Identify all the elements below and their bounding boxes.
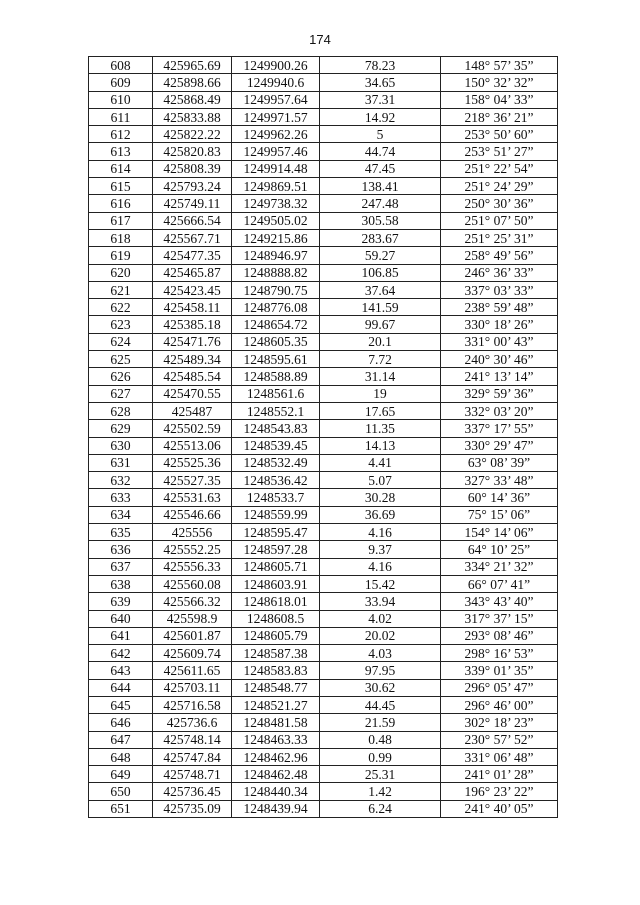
bearing-cell: 64° 10’ 25” bbox=[441, 541, 558, 558]
bearing-cell: 240° 30’ 46” bbox=[441, 351, 558, 368]
distance-cell: 97.95 bbox=[320, 662, 441, 679]
y-coordinate-cell: 1248481.58 bbox=[232, 714, 320, 731]
x-coordinate-cell: 425556.33 bbox=[153, 558, 232, 575]
distance-cell: 44.74 bbox=[320, 143, 441, 160]
distance-cell: 4.03 bbox=[320, 645, 441, 662]
y-coordinate-cell: 1249738.32 bbox=[232, 195, 320, 212]
distance-cell: 44.45 bbox=[320, 696, 441, 713]
x-coordinate-cell: 425736.45 bbox=[153, 783, 232, 800]
table-row bbox=[89, 575, 558, 592]
distance-cell: 30.62 bbox=[320, 679, 441, 696]
y-coordinate-cell: 1248888.82 bbox=[232, 264, 320, 281]
x-coordinate-cell: 425748.71 bbox=[153, 766, 232, 783]
bearing-cell: 302° 18’ 23” bbox=[441, 714, 558, 731]
bearing-cell: 339° 01’ 35” bbox=[441, 662, 558, 679]
x-coordinate-cell: 425458.11 bbox=[153, 299, 232, 316]
table-row bbox=[89, 558, 558, 575]
bearing-cell: 330° 29’ 47” bbox=[441, 437, 558, 454]
bearing-cell: 317° 37’ 15” bbox=[441, 610, 558, 627]
table-row bbox=[89, 333, 558, 350]
point-number-cell: 621 bbox=[89, 281, 153, 298]
point-number-cell: 613 bbox=[89, 143, 153, 160]
distance-cell: 34.65 bbox=[320, 74, 441, 91]
distance-cell: 247.48 bbox=[320, 195, 441, 212]
y-coordinate-cell: 1248588.89 bbox=[232, 368, 320, 385]
table-row bbox=[89, 766, 558, 783]
bearing-cell: 253° 51’ 27” bbox=[441, 143, 558, 160]
bearing-cell: 241° 40’ 05” bbox=[441, 800, 558, 817]
point-number-cell: 650 bbox=[89, 783, 153, 800]
distance-cell: 36.69 bbox=[320, 506, 441, 523]
x-coordinate-cell: 425598.9 bbox=[153, 610, 232, 627]
x-coordinate-cell: 425748.14 bbox=[153, 731, 232, 748]
table-row bbox=[89, 368, 558, 385]
x-coordinate-cell: 425485.54 bbox=[153, 368, 232, 385]
bearing-cell: 251° 24’ 29” bbox=[441, 178, 558, 195]
y-coordinate-cell: 1248618.01 bbox=[232, 593, 320, 610]
distance-cell: 15.42 bbox=[320, 575, 441, 592]
bearing-cell: 230° 57’ 52” bbox=[441, 731, 558, 748]
point-number-cell: 610 bbox=[89, 91, 153, 108]
y-coordinate-cell: 1248561.6 bbox=[232, 385, 320, 402]
point-number-cell: 623 bbox=[89, 316, 153, 333]
distance-cell: 305.58 bbox=[320, 212, 441, 229]
distance-cell: 14.13 bbox=[320, 437, 441, 454]
x-coordinate-cell: 425820.83 bbox=[153, 143, 232, 160]
x-coordinate-cell: 425513.06 bbox=[153, 437, 232, 454]
table-row bbox=[89, 696, 558, 713]
table-row bbox=[89, 679, 558, 696]
distance-cell: 47.45 bbox=[320, 160, 441, 177]
bearing-cell: 250° 30’ 36” bbox=[441, 195, 558, 212]
distance-cell: 4.02 bbox=[320, 610, 441, 627]
distance-cell: 4.16 bbox=[320, 558, 441, 575]
bearing-cell: 337° 03’ 33” bbox=[441, 281, 558, 298]
point-number-cell: 627 bbox=[89, 385, 153, 402]
point-number-cell: 633 bbox=[89, 489, 153, 506]
y-coordinate-cell: 1248597.28 bbox=[232, 541, 320, 558]
table-row bbox=[89, 593, 558, 610]
y-coordinate-cell: 1248587.38 bbox=[232, 645, 320, 662]
point-number-cell: 619 bbox=[89, 247, 153, 264]
distance-cell: 20.02 bbox=[320, 627, 441, 644]
x-coordinate-cell: 425735.09 bbox=[153, 800, 232, 817]
x-coordinate-cell: 425747.84 bbox=[153, 748, 232, 765]
point-number-cell: 635 bbox=[89, 524, 153, 541]
x-coordinate-cell: 425965.69 bbox=[153, 57, 232, 74]
bearing-cell: 296° 46’ 00” bbox=[441, 696, 558, 713]
distance-cell: 99.67 bbox=[320, 316, 441, 333]
table-row bbox=[89, 108, 558, 125]
bearing-cell: 343° 43’ 40” bbox=[441, 593, 558, 610]
point-number-cell: 639 bbox=[89, 593, 153, 610]
bearing-cell: 251° 07’ 50” bbox=[441, 212, 558, 229]
point-number-cell: 631 bbox=[89, 454, 153, 471]
x-coordinate-cell: 425423.45 bbox=[153, 281, 232, 298]
y-coordinate-cell: 1249215.86 bbox=[232, 229, 320, 246]
point-number-cell: 643 bbox=[89, 662, 153, 679]
x-coordinate-cell: 425609.74 bbox=[153, 645, 232, 662]
bearing-cell: 327° 33’ 48” bbox=[441, 472, 558, 489]
table-row bbox=[89, 57, 558, 74]
x-coordinate-cell: 425487 bbox=[153, 402, 232, 419]
table-row bbox=[89, 316, 558, 333]
point-number-cell: 624 bbox=[89, 333, 153, 350]
table-row bbox=[89, 160, 558, 177]
distance-cell: 106.85 bbox=[320, 264, 441, 281]
y-coordinate-cell: 1248605.35 bbox=[232, 333, 320, 350]
distance-cell: 5.07 bbox=[320, 472, 441, 489]
y-coordinate-cell: 1248608.5 bbox=[232, 610, 320, 627]
point-number-cell: 609 bbox=[89, 74, 153, 91]
bearing-cell: 154° 14’ 06” bbox=[441, 524, 558, 541]
distance-cell: 11.35 bbox=[320, 420, 441, 437]
distance-cell: 1.42 bbox=[320, 783, 441, 800]
table-row bbox=[89, 524, 558, 541]
bearing-cell: 238° 59’ 48” bbox=[441, 299, 558, 316]
table-row bbox=[89, 385, 558, 402]
point-number-cell: 612 bbox=[89, 126, 153, 143]
table-row bbox=[89, 299, 558, 316]
x-coordinate-cell: 425477.35 bbox=[153, 247, 232, 264]
bearing-cell: 150° 32’ 32” bbox=[441, 74, 558, 91]
y-coordinate-cell: 1248595.47 bbox=[232, 524, 320, 541]
point-number-cell: 637 bbox=[89, 558, 153, 575]
table-row bbox=[89, 264, 558, 281]
table-row bbox=[89, 281, 558, 298]
x-coordinate-cell: 425808.39 bbox=[153, 160, 232, 177]
x-coordinate-cell: 425793.24 bbox=[153, 178, 232, 195]
point-number-cell: 618 bbox=[89, 229, 153, 246]
x-coordinate-cell: 425531.63 bbox=[153, 489, 232, 506]
bearing-cell: 75° 15’ 06” bbox=[441, 506, 558, 523]
point-number-cell: 625 bbox=[89, 351, 153, 368]
x-coordinate-cell: 425556 bbox=[153, 524, 232, 541]
table-row bbox=[89, 800, 558, 817]
y-coordinate-cell: 1248462.48 bbox=[232, 766, 320, 783]
distance-cell: 78.23 bbox=[320, 57, 441, 74]
distance-cell: 4.16 bbox=[320, 524, 441, 541]
table-row bbox=[89, 247, 558, 264]
bearing-cell: 63° 08’ 39” bbox=[441, 454, 558, 471]
distance-cell: 33.94 bbox=[320, 593, 441, 610]
y-coordinate-cell: 1248548.77 bbox=[232, 679, 320, 696]
y-coordinate-cell: 1248605.79 bbox=[232, 627, 320, 644]
distance-cell: 31.14 bbox=[320, 368, 441, 385]
x-coordinate-cell: 425716.58 bbox=[153, 696, 232, 713]
y-coordinate-cell: 1248532.49 bbox=[232, 454, 320, 471]
bearing-cell: 330° 18’ 26” bbox=[441, 316, 558, 333]
y-coordinate-cell: 1249900.26 bbox=[232, 57, 320, 74]
table-row bbox=[89, 91, 558, 108]
y-coordinate-cell: 1249957.46 bbox=[232, 143, 320, 160]
point-number-cell: 630 bbox=[89, 437, 153, 454]
bearing-cell: 337° 17’ 55” bbox=[441, 420, 558, 437]
x-coordinate-cell: 425560.08 bbox=[153, 575, 232, 592]
point-number-cell: 648 bbox=[89, 748, 153, 765]
table-row bbox=[89, 472, 558, 489]
bearing-cell: 148° 57’ 35” bbox=[441, 57, 558, 74]
point-number-cell: 632 bbox=[89, 472, 153, 489]
point-number-cell: 620 bbox=[89, 264, 153, 281]
point-number-cell: 611 bbox=[89, 108, 153, 125]
point-number-cell: 640 bbox=[89, 610, 153, 627]
point-number-cell: 646 bbox=[89, 714, 153, 731]
y-coordinate-cell: 1249957.64 bbox=[232, 91, 320, 108]
y-coordinate-cell: 1248543.83 bbox=[232, 420, 320, 437]
x-coordinate-cell: 425822.22 bbox=[153, 126, 232, 143]
distance-cell: 20.1 bbox=[320, 333, 441, 350]
x-coordinate-cell: 425527.35 bbox=[153, 472, 232, 489]
point-number-cell: 642 bbox=[89, 645, 153, 662]
point-number-cell: 649 bbox=[89, 766, 153, 783]
bearing-cell: 296° 05’ 47” bbox=[441, 679, 558, 696]
y-coordinate-cell: 1248790.75 bbox=[232, 281, 320, 298]
distance-cell: 283.67 bbox=[320, 229, 441, 246]
distance-cell: 19 bbox=[320, 385, 441, 402]
point-number-cell: 628 bbox=[89, 402, 153, 419]
y-coordinate-cell: 1249869.51 bbox=[232, 178, 320, 195]
x-coordinate-cell: 425471.76 bbox=[153, 333, 232, 350]
point-number-cell: 608 bbox=[89, 57, 153, 74]
point-number-cell: 622 bbox=[89, 299, 153, 316]
table-row bbox=[89, 645, 558, 662]
table-row bbox=[89, 662, 558, 679]
point-number-cell: 647 bbox=[89, 731, 153, 748]
distance-cell: 7.72 bbox=[320, 351, 441, 368]
table-row bbox=[89, 437, 558, 454]
point-number-cell: 641 bbox=[89, 627, 153, 644]
distance-cell: 14.92 bbox=[320, 108, 441, 125]
table-row bbox=[89, 420, 558, 437]
x-coordinate-cell: 425566.32 bbox=[153, 593, 232, 610]
x-coordinate-cell: 425868.49 bbox=[153, 91, 232, 108]
y-coordinate-cell: 1248533.7 bbox=[232, 489, 320, 506]
point-number-cell: 614 bbox=[89, 160, 153, 177]
x-coordinate-cell: 425703.11 bbox=[153, 679, 232, 696]
y-coordinate-cell: 1248440.34 bbox=[232, 783, 320, 800]
table-row bbox=[89, 731, 558, 748]
point-number-cell: 615 bbox=[89, 178, 153, 195]
distance-cell: 141.59 bbox=[320, 299, 441, 316]
bearing-cell: 253° 50’ 60” bbox=[441, 126, 558, 143]
point-number-cell: 638 bbox=[89, 575, 153, 592]
distance-cell: 37.64 bbox=[320, 281, 441, 298]
bearing-cell: 331° 00’ 43” bbox=[441, 333, 558, 350]
y-coordinate-cell: 1248583.83 bbox=[232, 662, 320, 679]
x-coordinate-cell: 425470.55 bbox=[153, 385, 232, 402]
bearing-cell: 251° 22’ 54” bbox=[441, 160, 558, 177]
x-coordinate-cell: 425525.36 bbox=[153, 454, 232, 471]
y-coordinate-cell: 1248521.27 bbox=[232, 696, 320, 713]
table-row bbox=[89, 126, 558, 143]
table-row bbox=[89, 229, 558, 246]
y-coordinate-cell: 1248559.99 bbox=[232, 506, 320, 523]
x-coordinate-cell: 425898.66 bbox=[153, 74, 232, 91]
y-coordinate-cell: 1249505.02 bbox=[232, 212, 320, 229]
point-number-cell: 634 bbox=[89, 506, 153, 523]
x-coordinate-cell: 425465.87 bbox=[153, 264, 232, 281]
y-coordinate-cell: 1249914.48 bbox=[232, 160, 320, 177]
table-row bbox=[89, 748, 558, 765]
bearing-cell: 293° 08’ 46” bbox=[441, 627, 558, 644]
x-coordinate-cell: 425601.87 bbox=[153, 627, 232, 644]
y-coordinate-cell: 1248654.72 bbox=[232, 316, 320, 333]
point-number-cell: 629 bbox=[89, 420, 153, 437]
table-row bbox=[89, 627, 558, 644]
y-coordinate-cell: 1248776.08 bbox=[232, 299, 320, 316]
table-row bbox=[89, 783, 558, 800]
table-row bbox=[89, 454, 558, 471]
x-coordinate-cell: 425611.65 bbox=[153, 662, 232, 679]
y-coordinate-cell: 1248439.94 bbox=[232, 800, 320, 817]
x-coordinate-cell: 425833.88 bbox=[153, 108, 232, 125]
y-coordinate-cell: 1249962.26 bbox=[232, 126, 320, 143]
x-coordinate-cell: 425385.18 bbox=[153, 316, 232, 333]
bearing-cell: 332° 03’ 20” bbox=[441, 402, 558, 419]
table-row bbox=[89, 489, 558, 506]
y-coordinate-cell: 1248603.91 bbox=[232, 575, 320, 592]
bearing-cell: 298° 16’ 53” bbox=[441, 645, 558, 662]
table-row bbox=[89, 351, 558, 368]
y-coordinate-cell: 1249940.6 bbox=[232, 74, 320, 91]
y-coordinate-cell: 1248946.97 bbox=[232, 247, 320, 264]
point-number-cell: 626 bbox=[89, 368, 153, 385]
x-coordinate-cell: 425489.34 bbox=[153, 351, 232, 368]
distance-cell: 5 bbox=[320, 126, 441, 143]
table-row bbox=[89, 610, 558, 627]
bearing-cell: 329° 59’ 36” bbox=[441, 385, 558, 402]
table-row bbox=[89, 506, 558, 523]
x-coordinate-cell: 425502.59 bbox=[153, 420, 232, 437]
table-row bbox=[89, 178, 558, 195]
y-coordinate-cell: 1249971.57 bbox=[232, 108, 320, 125]
bearing-cell: 241° 01’ 28” bbox=[441, 766, 558, 783]
distance-cell: 138.41 bbox=[320, 178, 441, 195]
x-coordinate-cell: 425736.6 bbox=[153, 714, 232, 731]
x-coordinate-cell: 425749.11 bbox=[153, 195, 232, 212]
distance-cell: 30.28 bbox=[320, 489, 441, 506]
table-row bbox=[89, 541, 558, 558]
distance-cell: 0.48 bbox=[320, 731, 441, 748]
distance-cell: 0.99 bbox=[320, 748, 441, 765]
table-row bbox=[89, 74, 558, 91]
distance-cell: 9.37 bbox=[320, 541, 441, 558]
x-coordinate-cell: 425666.54 bbox=[153, 212, 232, 229]
distance-cell: 21.59 bbox=[320, 714, 441, 731]
x-coordinate-cell: 425546.66 bbox=[153, 506, 232, 523]
bearing-cell: 241° 13’ 14” bbox=[441, 368, 558, 385]
distance-cell: 4.41 bbox=[320, 454, 441, 471]
y-coordinate-cell: 1248536.42 bbox=[232, 472, 320, 489]
coordinates-table-body bbox=[89, 57, 558, 818]
bearing-cell: 196° 23’ 22” bbox=[441, 783, 558, 800]
y-coordinate-cell: 1248595.61 bbox=[232, 351, 320, 368]
table-row bbox=[89, 195, 558, 212]
distance-cell: 17.65 bbox=[320, 402, 441, 419]
y-coordinate-cell: 1248463.33 bbox=[232, 731, 320, 748]
bearing-cell: 60° 14’ 36” bbox=[441, 489, 558, 506]
bearing-cell: 251° 25’ 31” bbox=[441, 229, 558, 246]
bearing-cell: 334° 21’ 32” bbox=[441, 558, 558, 575]
y-coordinate-cell: 1248605.71 bbox=[232, 558, 320, 575]
point-number-cell: 644 bbox=[89, 679, 153, 696]
distance-cell: 59.27 bbox=[320, 247, 441, 264]
table-row bbox=[89, 212, 558, 229]
bearing-cell: 331° 06’ 48” bbox=[441, 748, 558, 765]
distance-cell: 37.31 bbox=[320, 91, 441, 108]
y-coordinate-cell: 1248552.1 bbox=[232, 402, 320, 419]
table-row bbox=[89, 402, 558, 419]
x-coordinate-cell: 425567.71 bbox=[153, 229, 232, 246]
y-coordinate-cell: 1248462.96 bbox=[232, 748, 320, 765]
bearing-cell: 218° 36’ 21” bbox=[441, 108, 558, 125]
point-number-cell: 616 bbox=[89, 195, 153, 212]
page-number: 174 bbox=[309, 32, 331, 47]
table-row bbox=[89, 714, 558, 731]
y-coordinate-cell: 1248539.45 bbox=[232, 437, 320, 454]
point-number-cell: 636 bbox=[89, 541, 153, 558]
point-number-cell: 651 bbox=[89, 800, 153, 817]
distance-cell: 25.31 bbox=[320, 766, 441, 783]
distance-cell: 6.24 bbox=[320, 800, 441, 817]
bearing-cell: 66° 07’ 41” bbox=[441, 575, 558, 592]
coordinates-table bbox=[88, 56, 558, 818]
x-coordinate-cell: 425552.25 bbox=[153, 541, 232, 558]
bearing-cell: 258° 49’ 56” bbox=[441, 247, 558, 264]
bearing-cell: 246° 36’ 33” bbox=[441, 264, 558, 281]
bearing-cell: 158° 04’ 33” bbox=[441, 91, 558, 108]
point-number-cell: 617 bbox=[89, 212, 153, 229]
point-number-cell: 645 bbox=[89, 696, 153, 713]
table-row bbox=[89, 143, 558, 160]
